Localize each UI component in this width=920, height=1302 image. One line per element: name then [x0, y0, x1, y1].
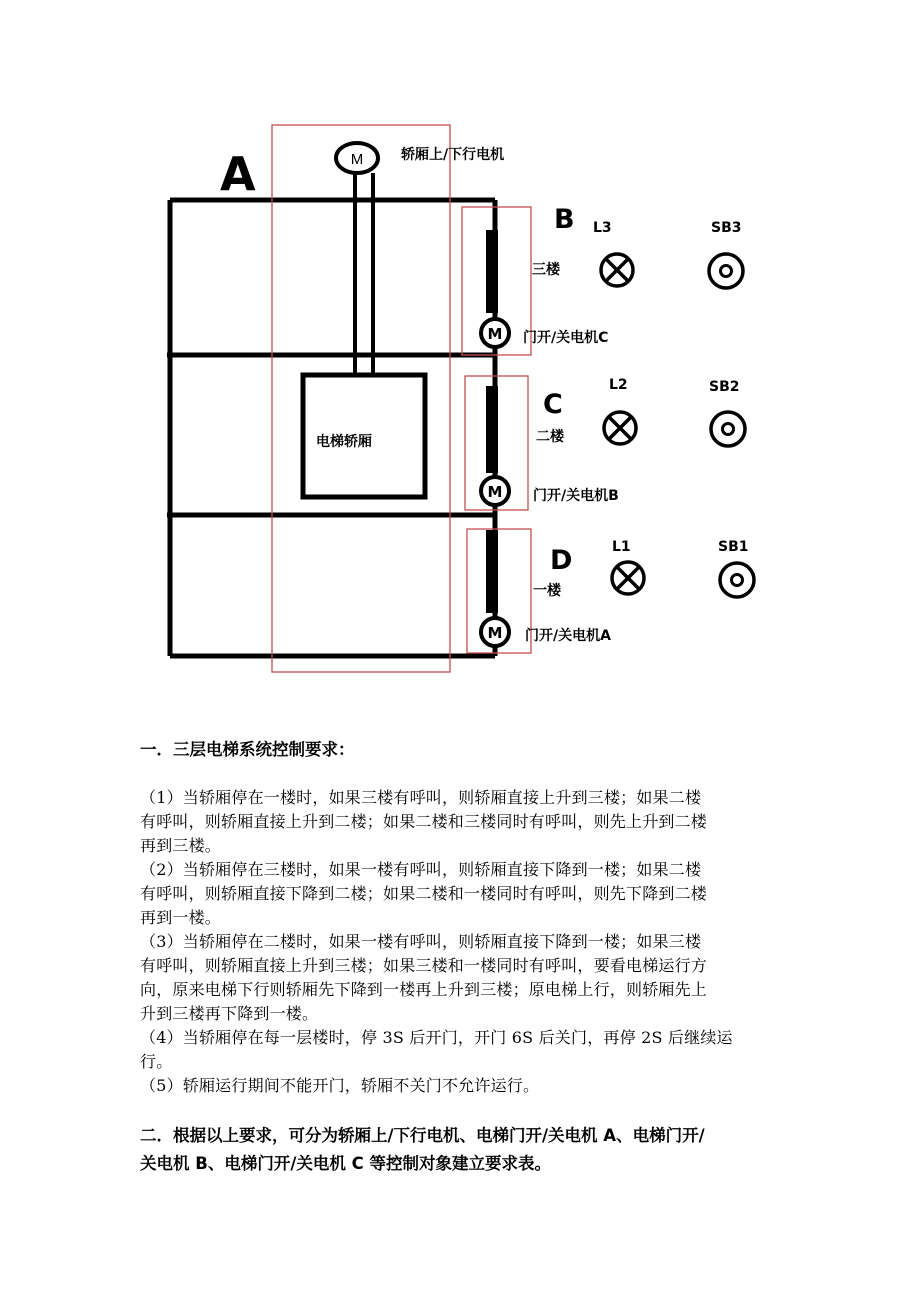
floor1-name: 一楼 [533, 583, 561, 599]
requirement-line: 再到一楼。 [140, 908, 222, 927]
requirement-line: 有呼叫，则轿厢直接上升到三楼；如果三楼和一楼同时有呼叫，要看电梯运行方 [140, 956, 708, 975]
requirement-line: （3）当轿厢停在二楼时，如果一楼有呼叫，则轿厢直接下降到一楼；如果三楼 [140, 932, 702, 951]
floor2-door [486, 386, 498, 473]
section2 [140, 1122, 790, 1178]
floor2-button-label: SB2 [709, 379, 740, 395]
floor2-door-motor-label: 门开/关电机B [533, 488, 619, 504]
label-d: D [550, 545, 573, 576]
requirement-line: 有呼叫，则轿厢直接上升到二楼；如果二楼和三楼同时有呼叫，则先上升到二楼 [140, 812, 708, 831]
floor3-lamp-icon [601, 254, 633, 286]
label-a: A [220, 147, 256, 201]
label-b: B [554, 204, 575, 235]
requirement-line: 有呼叫，则轿厢直接下降到二楼；如果二楼和一楼同时有呼叫，则先下降到二楼 [140, 884, 708, 903]
requirements-list [140, 786, 790, 1098]
requirement-line: （2）当轿厢停在三楼时，如果一楼有呼叫，则轿厢直接下降到一楼；如果二楼 [140, 860, 702, 879]
label-c: C [543, 389, 563, 420]
requirement-line: 向，原来电梯下行则轿厢先下降到一楼再上升到三楼；原电梯上行，则轿厢先上 [140, 980, 708, 999]
car-cables [355, 173, 373, 375]
floor1-lamp-icon [612, 562, 644, 594]
requirement-line: （1）当轿厢停在一楼时，如果三楼有呼叫，则轿厢直接上升到三楼；如果二楼 [140, 788, 702, 807]
floor2-door-motor-symbol: M [487, 483, 503, 501]
requirement-line: （5）轿厢运行期间不能开门，轿厢不关门不允许运行。 [140, 1076, 540, 1095]
floor3-call-button-icon[interactable] [709, 254, 743, 288]
floor2-name: 二楼 [536, 429, 564, 445]
requirement-item-1 [140, 786, 790, 858]
requirement-item-5 [140, 1074, 790, 1098]
elevator-car-label: 电梯轿厢 [316, 434, 372, 450]
floor1-button-label: SB1 [718, 539, 749, 555]
floor3-lamp-label: L3 [593, 220, 612, 236]
requirement-item-4 [140, 1026, 790, 1074]
requirement-line: 升到三楼再下降到一楼。 [140, 1004, 319, 1023]
floor2-lamp-label: L2 [609, 377, 628, 393]
section1-title: 一．三层电梯系统控制要求： [140, 740, 355, 759]
floor1-door-motor-symbol: M [487, 624, 503, 642]
requirement-item-2 [140, 858, 790, 930]
requirement-item-3 [140, 930, 790, 1026]
floor1-door [486, 530, 498, 613]
requirement-line: 再到三楼。 [140, 836, 222, 855]
floor3-door-motor-symbol: M [487, 325, 503, 343]
car-motor-symbol: M [350, 151, 364, 168]
floor3-name: 三楼 [532, 262, 560, 278]
floor1-lamp-label: L1 [612, 539, 631, 555]
section2-line: 关电机 B、电梯门开/关电机 C 等控制对象建立要求表。 [140, 1154, 551, 1173]
section1 [140, 736, 790, 764]
requirement-line: 行。 [140, 1052, 173, 1071]
section2-line: 二．根据以上要求，可分为轿厢上/下行电机、电梯门开/关电机 A、电梯门开/ [140, 1126, 705, 1145]
floor3-door-motor-label: 门开/关电机C [523, 330, 609, 346]
floor1-door-motor-label: 门开/关电机A [525, 628, 611, 644]
floor1-call-button-icon[interactable] [720, 563, 754, 597]
car-motor-label: 轿厢上/下行电机 [401, 147, 505, 163]
floor3-door [486, 230, 498, 313]
floor2-lamp-icon [604, 412, 636, 444]
floor2-call-button-icon[interactable] [711, 412, 745, 446]
requirement-line: （4）当轿厢停在每一层楼时，停 3S 后开门，开门 6S 后关门，再停 2S 后继续运 [140, 1028, 733, 1047]
floor3-button-label: SB3 [711, 220, 742, 236]
